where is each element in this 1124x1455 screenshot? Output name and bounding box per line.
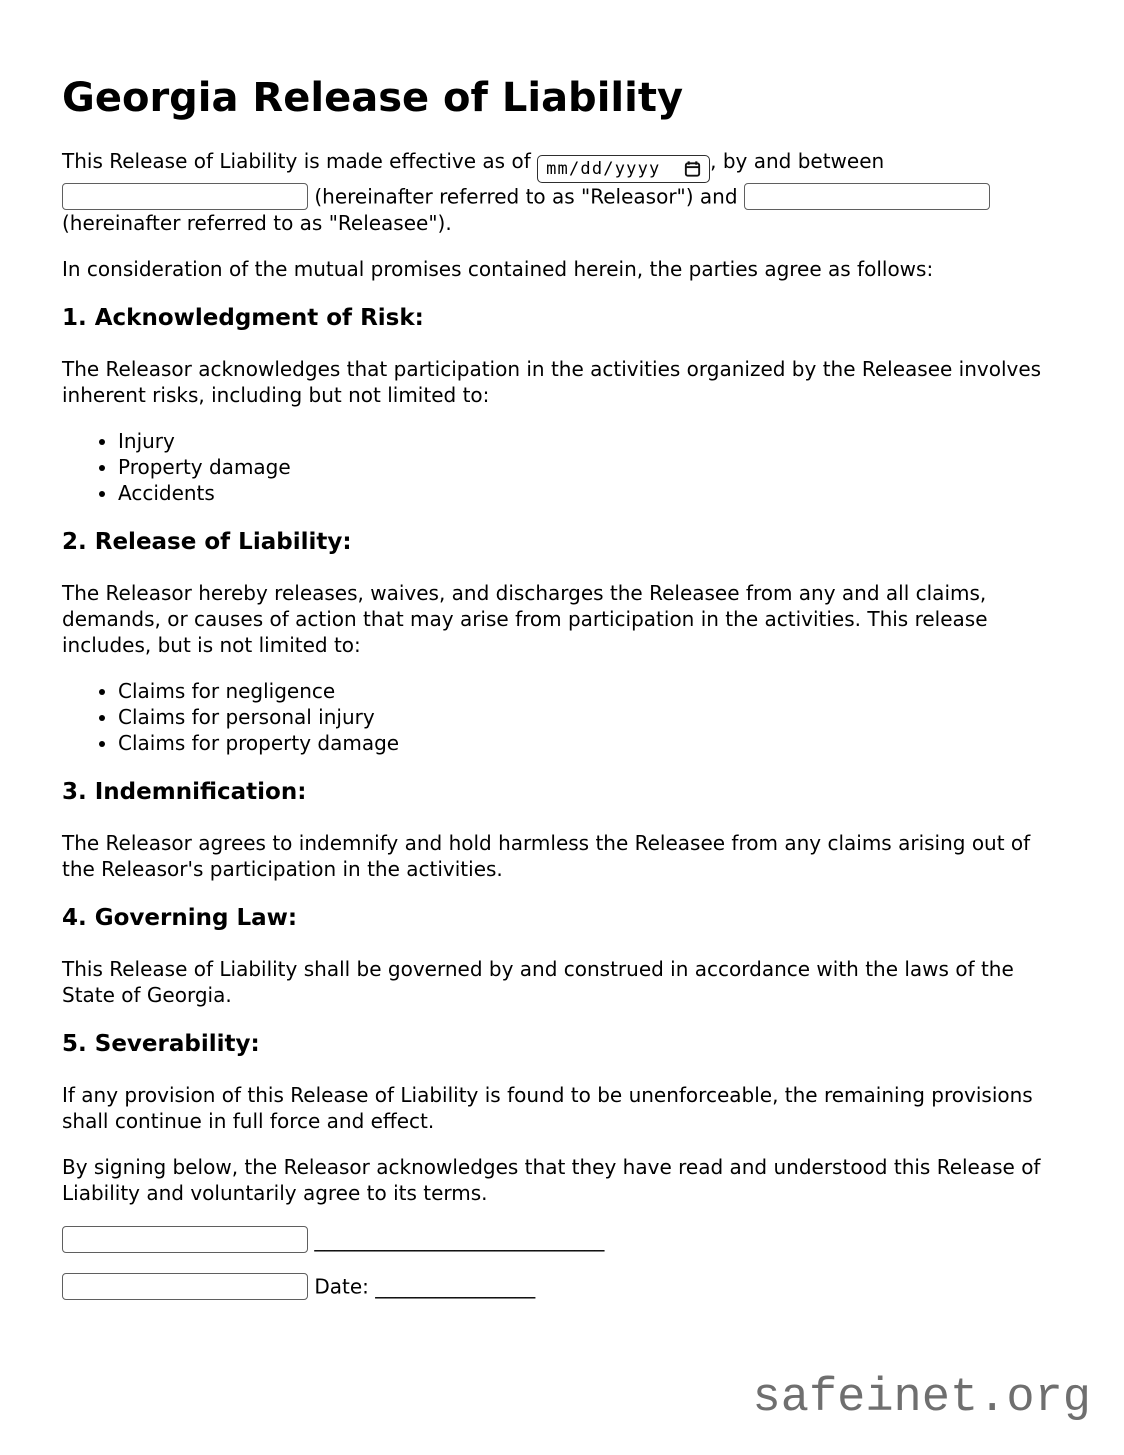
- list-item: • Accidents: [118, 480, 1064, 506]
- signature-date-name-input[interactable]: [62, 1273, 308, 1300]
- closing-paragraph: By signing below, the Releasor acknowledges that they have read and understood this Release of Liability and voluntarily agree to its terms.: [62, 1154, 1041, 1205]
- section-heading-governing-law: 4. Governing Law:: [62, 904, 298, 931]
- section-heading-release: 2. Release of Liability:: [62, 528, 352, 555]
- date-label: Date:: [314, 1274, 369, 1298]
- list-item: • Claims for property damage: [118, 730, 1064, 756]
- signature-date-row: [62, 1273, 1064, 1300]
- section-body-severability: If any provision of this Release of Liability is found to be unenforceable, the remaining provisions shall continue in full force and effect.: [62, 1082, 1033, 1133]
- list-item: • Injury: [118, 428, 1064, 454]
- section-heading-severability: 5. Severability:: [62, 1030, 260, 1057]
- intro-effective-text: This Release of Liability is made effective as of: [62, 149, 531, 173]
- calendar-icon[interactable]: [683, 160, 702, 179]
- page-title: Georgia Release of Liability: [62, 75, 684, 121]
- consideration-paragraph: In consideration of the mutual promises contained herein, the parties agree as follows:: [62, 257, 934, 282]
- releasor-name-input[interactable]: [62, 183, 308, 210]
- signature-row: [62, 1226, 1064, 1253]
- intro-paragraph: [62, 148, 1064, 236]
- section-body-release: The Releasor hereby releases, waives, and discharges the Releasee from any and all claims, demands, or causes of action that may arise from participation in the activities. This release includes, but is not limited to:: [62, 580, 988, 657]
- section-body-acknowledgment: The Releasor acknowledges that participation in the activities organized by the Releasee involves inherent risks, including but not limited to:: [62, 356, 1042, 407]
- section-heading-indemnification: 3. Indemnification:: [62, 778, 307, 805]
- signature-name-input[interactable]: [62, 1226, 308, 1253]
- section-heading-acknowledgment: 1. Acknowledgment of Risk:: [62, 305, 424, 332]
- risk-list: [62, 428, 1064, 506]
- signature-line: _____________________________: [314, 1227, 605, 1251]
- releasee-suffix-text: (hereinafter referred to as "Releasee").: [62, 211, 452, 236]
- releasor-suffix-text: (hereinafter referred to as "Releasor") and: [314, 184, 738, 209]
- watermark: safeinet.org: [752, 1372, 1091, 1425]
- releasee-name-input[interactable]: [744, 183, 990, 210]
- section-body-indemnification: The Releasor agrees to indemnify and hold harmless the Releasee from any claims arising out of the Releasor's participation in the activities.: [62, 830, 1031, 881]
- list-item: • Property damage: [118, 454, 1064, 480]
- date-input-placeholder: mm/dd/yyyy: [546, 159, 661, 179]
- list-item: • Claims for negligence: [118, 678, 1064, 704]
- section-body-governing-law: This Release of Liability shall be governed by and construed in accordance with the laws of the State of Georgia.: [62, 956, 1014, 1007]
- claims-list: [62, 678, 1064, 756]
- intro-between-text: , by and between: [710, 149, 885, 173]
- effective-date-input[interactable]: [537, 155, 710, 183]
- date-line: ________________: [375, 1274, 536, 1298]
- list-item: • Claims for personal injury: [118, 704, 1064, 730]
